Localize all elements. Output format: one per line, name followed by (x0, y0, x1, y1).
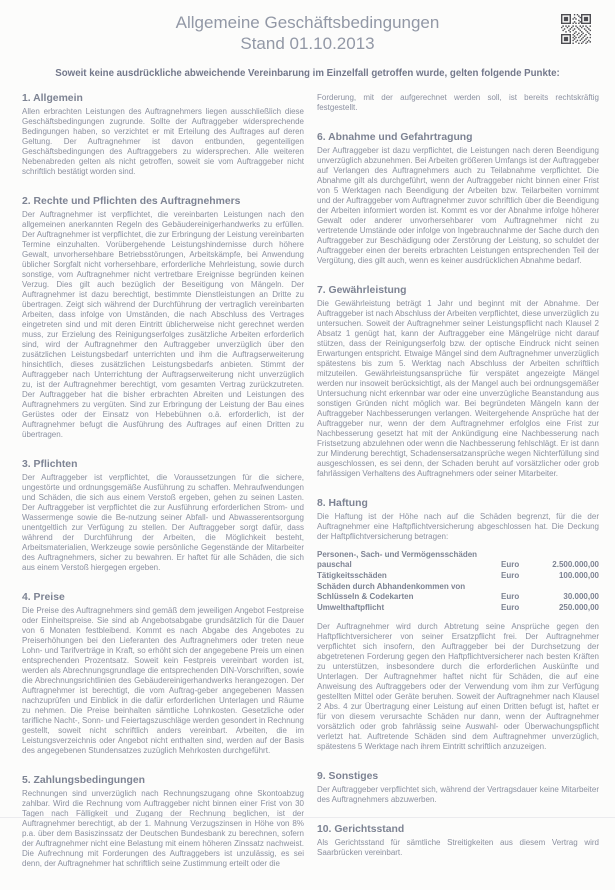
section-body-6: Der Auftraggeber ist dazu verpflichtet, die Leistungen nach deren Beendigung unverzüglich abzunehmen. Bei Arbeiten größeren Umfangs ist der Auftraggeber auf Verlangen des Auftragnehmers auch zu Teilabnahme verpflichtet. Die Abnahme gilt als durchgeführt, wenn der Auftraggeber nicht binnen einer Frist von 5 Werktagen nach Beendigung der Arbeiten bzw. Teilarbeiten vornimmt und der Auftraggeber vom Auftragnehmer zuvor schriftlich über die Beendigung der Arbeiten informiert worden ist. Kommt es vor der Abnahme infolge höherer Gewalt oder anderer unvorhersehbarer vom Auftragnehmer nicht zu vertretende Umstände oder infolge von Ingebrauchnahme der Sache durch den Auftraggeber zur Beschädigung oder Zerstörung der Leistung, so schuldet der Auftraggeber einen der bereits erbrachten Leistungen entsprechenden Teil der Vergütung, dies gilt auch, wenn es keiner ausdrücklichen Abnahme bedarf. (317, 145, 599, 265)
section-gewaehrleistung (317, 285, 599, 479)
section-heading-3: 3. Pflichten (22, 458, 78, 470)
coverage-amount: 100.000,00 (558, 570, 599, 580)
section-body-9: Der Auftraggeber verpflichtet sich, während der Vertragsdauer keine Mitarbeiter des Auftragnehmers abzuwerben. (317, 784, 599, 804)
left-column (22, 93, 304, 888)
section-haftung (317, 498, 599, 752)
section-heading-9: 9. Sonstiges (317, 770, 379, 782)
coverage-label: Personen-, Sach- und Vermögensschäden pauschal (317, 549, 478, 569)
section-allgemein (22, 93, 304, 177)
coverage-currency: Euro (501, 602, 520, 612)
section-pflichten (22, 459, 304, 573)
table-row (317, 582, 599, 602)
coverage-currency: Euro (501, 591, 520, 601)
section-heading-10: 10. Gerichtsstand (317, 823, 405, 835)
section-body-2: Der Auftragnehmer ist verpflichtet, die vereinbarten Leistungen nach den allgemeinen anerkannten Regeln des Gebäudereinigerhandwerks zu erfüllen. Der Auftragnehmer ist verpflichtet, die zur Erbringung der Leistung vereinbarten Termine einzuhalten. Vorübergehende Leistungshindernisse durch höhere Gewalt, unvorhersehbare Betriebsstörungen, Arbeitskämpfe, bei Anwendung üblicher Sorgfalt nicht vorhersehbare, erforderliche Mehrleistung, sowie durch sonstige, vom Auftragnehmer nicht vertretbare Ereignisse begründen keinen Verzug. Dies gilt auch bezüglich der Beseitigung von Mängeln. Der Auftragnehmer ist dazu berechtigt, bestimmte Dienstleistungen an Dritte zu übertragen. Zeigt sich während der Durchführung der vertraglich vereinbarten Arbeiten, dass infolge von Umständen, die nach Abschluss des Vertrages eingetreten sind und mit deren Eintritt üblicherweise nicht gerechnet werden muss, zur Erzielung des Reinigungserfolges zusätzliche Arbeiten erforderlich sind, wird der Auftragnehmer den Auftraggeber unverzüglich über den zusätzlichen Leistungsbedarf unterrichten und ihm die Auftragserweiterung hinsichtlich, dieses zusätzlichen Leistungsbedarfs anbieten. Stimmt der Auftraggeber nach Unterrichtung der Auftragserweiterung nicht unverzüglich zu, ist der Auftragnehmer berechtigt, vom gesamten Vertrag zurückzutreten. Der Auftraggeber hat die bisher erbrachten Abreiten und Leistungen des Auftragnehmers zu vergüten. Sind zur Erbringung der Leistung der Bau eines Gerüstes oder der Einsatz von Hebebühnen o.ä. erforderlich, ist der Auftragnehmer befugt die Ausführung des Auftrages auf einen Dritten zu übertragen. (22, 209, 304, 439)
section-sonstiges (317, 771, 599, 805)
table-row (317, 603, 599, 613)
section-body-5: Rechnungen sind unverzüglich nach Rechnungszugang ohne Skontoabzug zahlbar. Wird die Rechnung vom Auftraggeber nicht binnen einer Frist von 30 Tagen nach Fälligkeit und Zugang der Rechnung beglichen, ist der Auftragnehmer berechtigt, ab der 1. Mahnung Verzugszinsen in Höhe von 8% p.a. über dem Basiszinssatz der Deutschen Bundesbank zu berechnen, sofern der Auftragnehmer nicht eine Belastung mit einem höheren Zinssatz nachweist. Die Aufrechnung mit Forderungen des Auftraggebers ist unzulässig, es sei denn, der Auftragnehmer hat schriftlich seine Zustimmung erteilt oder die (22, 788, 304, 868)
coverage-label: Schäden durch Abhandenkommen von Schlüsseln & Codekarten (317, 581, 466, 601)
liability-coverage-table (317, 550, 599, 613)
coverage-amount: 2.500.000,00 (552, 559, 599, 569)
section-heading-1: 1. Allgemein (22, 92, 83, 104)
coverage-currency: Euro (501, 559, 520, 569)
section-heading-8: 8. Haftung (317, 497, 368, 509)
section-preise (22, 592, 304, 756)
document-title-line1: Allgemeine Geschäftsbedingungen (175, 13, 440, 32)
coverage-label: Umwelthaftpflicht (317, 602, 385, 612)
section-body-4: Die Preise des Auftragnehmers sind gemäß dem jeweiligen Angebot Festpreise oder Einheitspreise. Sie sind ab Angebotsabgabe grundsätzlich für die Dauer von 6 Monaten festbleibend. Kommt es nach Abgabe des Angebotes zu Preiserhöhungen bei den Lieferanten des Auftragnehmers oder treten neue Lohn- und Tarifverträge in Kraft, so erhöht sich der angegebene Preis um einen entsprechenden Prozentsatz. Soweit kein Festpreis vereinbart worden ist, werden als Abrechnungsgrundlage die entsprechenden DIN-Vorschriften, sowie die Abrechnungsrichtlinien des Gebäudereinigerhandwerks herangezogen. Der Auftragnehmer ist berechtigt, die vom Auftrag-geber angegebenen Massen nachzuprüfen und Einblick in die dafür erforderlichen Unterlagen und Räume zu nehmen. Die Preise beinhalten sämtliche Lohnkosten. Gesetzliche oder tarifliche Nacht-, Sonn- und Feiertagszuschläge werden gesondert in Rechnung gestellt, soweit nicht schriftlich anders vereinbart. Arbeiten, die im Leistungsverzeichnis oder Angebot nicht enthalten sind, werden auf der Basis des angegebenen Stundensatzes zuzüglich Mehrkosten durchgeführt. (22, 605, 304, 755)
section-heading-5: 5. Zahlungsbedingungen (22, 774, 145, 786)
section-gerichtsstand (317, 824, 599, 858)
section-zahlungsbedingungen (22, 775, 304, 869)
section-heading-4: 4. Preise (22, 591, 65, 603)
table-row (317, 571, 599, 581)
section-body-10: Als Gerichtsstand für sämtliche Streitigkeiten aus diesem Vertrag wird Saarbrücken vereinbart. (317, 837, 599, 857)
section-body-1: Allen erbrachten Leistungen des Auftragnehmers liegen ausschließlich diese Geschäftsbedingungen zugrunde. Sollte der Auftraggeber widersprechende Bedingungen haben, so verzichtet er mit Erteilung des Auftrages auf deren Geltung. Der Auftragnehmer ist davon entbunden, gegenteiligen Geschäftsbedingungen des Auftraggebers zu widersprechen. Alle weiteren Nebenabreden gelten als nicht getroffen, soweit sie vom Auftraggeber nicht schriftlich bestätigt worden sind. (22, 106, 304, 176)
intro-statement: Soweit keine ausdrückliche abweichende Vereinbarung im Einzelfall getroffen wurde, gelten folgende Punkte: (55, 67, 560, 79)
coverage-label: Tätigkeitsschäden (317, 570, 387, 580)
two-column-body (0, 93, 615, 888)
column-continuation-text: Forderung, mit der aufgerechnet werden soll, ist bereits rechtskräftig festgestellt. (317, 92, 599, 112)
qr-code-icon (561, 14, 591, 44)
section-body-3: Der Auftraggeber ist verpflichtet, die Voraussetzungen für die sichere, ungestörte und ordnungsgemäße Ausführung zu schaffen. Mehraufwendungen und Schäden, die sich aus einem Verstoß ergeben, gehen zu seinen Lasten. Der Auftraggeber ist verpflichtet die zur Ausführung erforderlichen Strom- und Wassermenge sowie die Be-nutzung seiner Abfall- und Abwasserentsorgung unentgeltlich zur Verfügung zu stellen. Der Auftraggeber sorgt dafür, dass während der Durchführung der Arbeiten, die Möglichkeit besteht, Arbeitsmaterialien, Werkzeuge sowie persönliche Gegenstände der Mitarbeiter des Auftragnehmers, sicher zu bewahren. Er haftet für alle Schäden, die sich aus einem Verstoß hiergegen ergeben. (22, 472, 304, 572)
document-title-line2: Stand 01.10.2013 (240, 34, 375, 54)
coverage-currency: Euro (501, 570, 520, 580)
document-title (0, 12, 615, 55)
coverage-amount: 30.000,00 (563, 591, 599, 601)
table-row (317, 550, 599, 570)
section-body-8-continued: Der Auftragnehmer wird durch Abtretung seine Ansprüche gegen den Haftpflichtversicherer von seiner Ersatzpflicht frei. Der Auftragnehmer verpflichtet sich insofern, den Auftraggeber bei der Durchsetzung der abgetretenen Forderung gegen den Haftpflichtversicherer nach besten Kräften zu unterstützen, insbesondere durch die erforderlichen Auskünfte und Unterlagen. Der Auftragnehmer haftet nicht für Schäden, die auf eine Anweisung des Auftraggebers oder der Verwendung vom ihm zur Verfügung gestellten Mittel oder Geräte beruhen. Soweit der Auftragnehmer nach Klausel 2 Abs. 4 zur Übertragung einer Leistung auf einen Dritten befugt ist, haftet er für von diesem verursachte Schäden nur dann, wenn der Auftragnehmer vorsätzlich oder grob fahrlässig seine Auswahl- oder Überwachungspflicht verletzt hat. Auftretende Schäden sind dem Auftragnehmer unverzüglich, spätestens 5 Werktage nach ihrem Eintritt schriftlich anzuzeigen. (317, 621, 599, 751)
section-body-8: Die Haftung ist der Höhe nach auf die Schäden begrenzt, für die der Auftragnehmer eine Haftpflichtversicherung abgeschlossen hat. Die Deckung der Haftpflichtversicherung betragen: (317, 511, 599, 541)
section-heading-2: 2. Rechte und Pflichten des Auftragnehmers (22, 195, 241, 207)
scan-artifact-line (0, 817, 615, 818)
section-abnahme-gefahrtragung (317, 132, 599, 266)
section-rechte-pflichten-auftragnehmer (22, 196, 304, 440)
right-column (317, 93, 599, 888)
section-heading-7: 7. Gewährleistung (317, 284, 407, 296)
section-body-7: Die Gewährleistung beträgt 1 Jahr und beginnt mit der Abnahme. Der Auftraggeber ist nach Abschluss der Arbeiten verpflichtet, diese unverzüglich zu untersuchen. Soweit der Auftragnehmer seiner Leistungspflicht nach Klausel 2 Absatz 1 genügt hat, kann der Auftraggeber eine Mängelrüge nicht darauf stützen, dass der Reinigungserfolg bzw. der optische Eindruck nicht seinen Erwartungen entspricht. Etwaige Mängel sind dem Auftragnehmer unverzüglich spätestens bis zum 5. Werktag nach Abschluss der Arbeiten schriftlich mitzuteilen. Gewährleistungsansprüche für verspätet angezeigte Mängel werden nur insoweit berücksichtigt, als der Mangel auch bei ordnungsgemäßer Untersuchung nicht erkennbar war oder eine unverzügliche Beanstandung aus sonstigen Gründen nicht möglich war. Bei begründeten Mängeln kann der Auftraggeber Nachbesserungen verlangen. Weitergehende Ansprüche hat der Auftraggeber nur, wenn der dem Auftragnehmer erfolglos eine Frist zur Nachbesserung gesetzt hat mit der Ankündigung eine Nachbesserung nach Fristsetzung abzulehnen oder wenn die Nachbesserung fehlschlägt. Er ist dann zur Minderung berechtigt, Schadensersatzansprüche wegen Nichterfüllung sind ausgeschlossen, es sei denn, der Schaden beruht auf vorsätzlicher oder grob fahrlässigen Verhaltens des Auftragnehmers oder seiner Mitarbeiter. (317, 298, 599, 478)
section-heading-6: 6. Abnahme und Gefahrtragung (317, 131, 473, 143)
coverage-amount: 250.000,00 (558, 602, 599, 612)
